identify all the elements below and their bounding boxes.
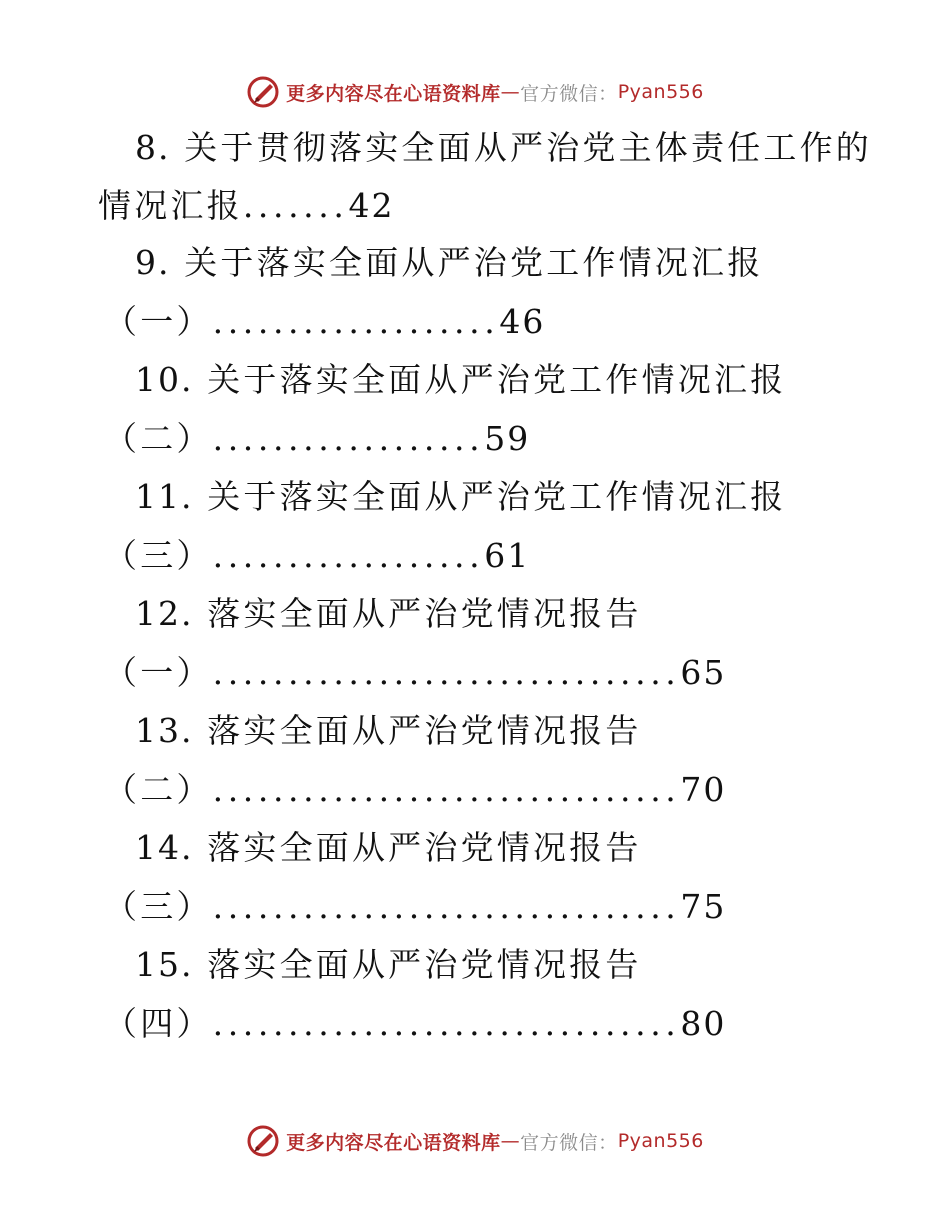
toc-entry-number: 12. [135, 594, 194, 633]
toc-entry-number: 11. [135, 477, 194, 516]
toc-entry-number: 13. [135, 711, 194, 750]
toc-entry-title [135, 945, 642, 985]
banner-dash: — [500, 81, 521, 103]
toc-entry-number: 15. [135, 945, 194, 984]
toc-entry-title-text: 关于落实全面从严治党工作情况汇报 [184, 243, 764, 282]
toc-entry-continuation [98, 186, 394, 226]
toc-page-number: 65 [680, 653, 727, 692]
toc-entry-title [135, 128, 872, 168]
toc-entry-cont-text: 情况汇报 [98, 186, 243, 225]
toc-entry-title-text: 关于落实全面从严治党工作情况汇报 [207, 477, 787, 516]
toc-page-number: 61 [484, 536, 531, 575]
toc-leader-dots: ............................... [212, 770, 681, 809]
toc-entry-title [135, 711, 642, 751]
toc-entry-cont-text: （三） [104, 536, 213, 575]
toc-entry-title [135, 243, 763, 283]
toc-page-number: 59 [484, 419, 531, 458]
toc-entry-title-text: 落实全面从严治党情况报告 [207, 945, 642, 984]
toc-entry-cont-text: （三） [104, 887, 213, 926]
toc-entry-number: 9. [135, 243, 171, 282]
toc-entry-title [135, 360, 786, 400]
toc-entry-title-text: 关于落实全面从严治党工作情况汇报 [207, 360, 787, 399]
banner-wechat-id: Pyan556 [617, 1130, 704, 1152]
toc-entry-title-text: 落实全面从严治党情况报告 [207, 594, 642, 633]
banner-dash: — [500, 1130, 521, 1152]
banner-official-label: 官方微信： [520, 82, 618, 105]
toc-entry-title [135, 828, 642, 868]
toc-leader-dots: .................. [212, 419, 485, 458]
banner-wechat-id: Pyan556 [617, 81, 704, 103]
pen-seal-icon [246, 1124, 280, 1158]
toc-leader-dots: ............................... [212, 1004, 681, 1043]
footer-watermark [0, 1121, 950, 1161]
toc-entry-number: 14. [135, 828, 194, 867]
toc-entry-cont-text: （一） [104, 302, 213, 341]
banner-main-text: 更多内容尽在心语资料库 [286, 82, 501, 105]
toc-page-number: 70 [680, 770, 727, 809]
toc-page-number: 46 [499, 302, 546, 341]
toc-page-number: 80 [680, 1004, 727, 1043]
toc-entry-cont-text: （四） [104, 1004, 213, 1043]
toc-page-number: 42 [348, 186, 395, 225]
toc-entry-number: 8. [135, 128, 171, 167]
banner-main-text: 更多内容尽在心语资料库 [286, 1131, 501, 1154]
toc-leader-dots: ............................... [212, 887, 681, 926]
toc-entry-title [135, 594, 642, 634]
toc-entry-title-text: 关于贯彻落实全面从严治党主体责任工作的 [184, 128, 873, 167]
banner-official-label: 官方微信： [520, 1131, 618, 1154]
toc-entry-title [135, 477, 786, 517]
toc-entry-cont-text: （二） [104, 419, 213, 458]
toc-entry-title-text: 落实全面从严治党情况报告 [207, 711, 642, 750]
toc-entry-cont-text: （二） [104, 770, 213, 809]
toc-entry-continuation [104, 653, 726, 693]
toc-leader-dots: ....... [242, 186, 349, 225]
toc-entry-continuation [104, 536, 530, 576]
toc-entry-continuation [104, 887, 726, 927]
toc-entry-continuation [104, 1004, 726, 1044]
toc-leader-dots: .................. [212, 536, 485, 575]
toc-page-number: 75 [680, 887, 727, 926]
toc-entry-number: 10. [135, 360, 194, 399]
toc-entry-continuation [104, 770, 726, 810]
toc-entry-continuation [104, 302, 545, 342]
toc-entry-continuation [104, 419, 530, 459]
toc-leader-dots: ............................... [212, 653, 681, 692]
toc-leader-dots: ................... [212, 302, 500, 341]
toc-entry-cont-text: （一） [104, 653, 213, 692]
toc-entry-title-text: 落实全面从严治党情况报告 [207, 828, 642, 867]
